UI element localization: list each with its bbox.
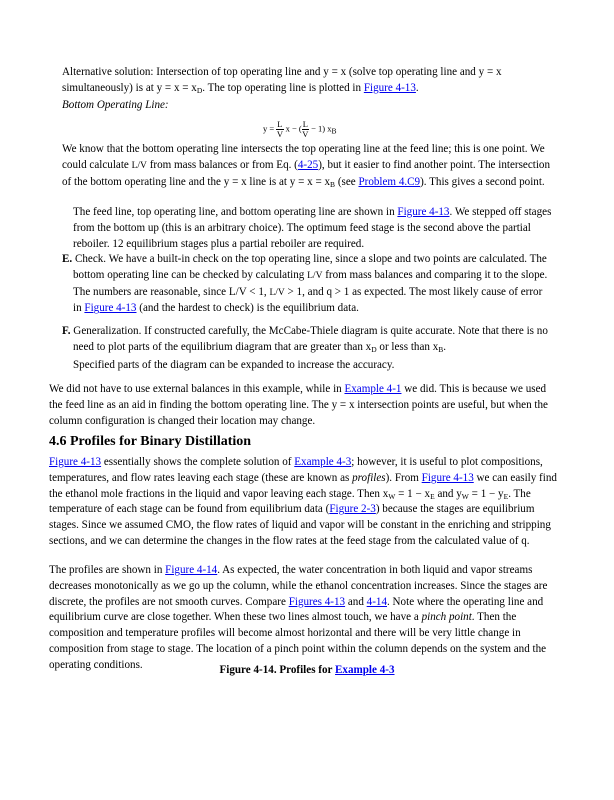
- figure-4-14-link[interactable]: Figure 4-14: [165, 564, 218, 576]
- text: > 1, and q > 1 as expected. The most likely cause of error in: [73, 285, 543, 315]
- text: . The temperature of each stage can be found from equilibrium data (: [49, 487, 531, 516]
- figures-4-13-link[interactable]: Figures 4-13: [288, 595, 346, 608]
- bottom-operating-line-heading: Bottom Operating Line:: [62, 99, 169, 111]
- text: (and the hardest to check) is the equilibrium data.: [136, 302, 359, 315]
- subscript: B: [438, 344, 444, 354]
- l-over-v: L/V: [131, 160, 147, 171]
- figure-2-3-link[interactable]: Figure 2-3: [329, 503, 376, 516]
- subscript: W: [388, 491, 396, 501]
- fraction-denominator: V: [302, 129, 309, 139]
- profiles-discussion-paragraph: [49, 563, 564, 674]
- fraction-l-over-v: [276, 120, 283, 139]
- text: ), but it easier to find another point. The intersection of the bottom operating line and the y = x line is at y = x = x: [62, 158, 550, 188]
- figure-4-13-link[interactable]: Figure 4-13: [363, 81, 416, 94]
- caption-text: Figure 4-14. Profiles for: [219, 664, 336, 676]
- external-balances-paragraph: [49, 382, 554, 429]
- emphasis: pinch point: [421, 611, 472, 624]
- l-over-v: L/V: [269, 287, 285, 298]
- text: We did not have to use external balances in this example, while in: [49, 383, 345, 395]
- text: ) because the stages are equilibrium stages. Since we assumed CMO, the flow rates of liquid and vapor will be constant in the enriching and stripping sections, and we can determine the changes in the flow rates at the feed stage from the calculated value of q.: [49, 503, 551, 547]
- figure-4-13-link[interactable]: Figure 4-13: [421, 471, 474, 484]
- text: . The top operating line is plotted in: [202, 81, 364, 94]
- bottom-operating-line-equation: [263, 120, 336, 139]
- example-4-1-link[interactable]: Example 4-1: [344, 383, 402, 395]
- figure-4-13-link[interactable]: Figure 4-13: [84, 302, 137, 315]
- text: ). From: [385, 471, 422, 484]
- fraction-l-over-v: [302, 120, 309, 139]
- text: ; however, it is useful to plot compositions, temperatures, and flow rates leaving each stage (these are known as: [49, 456, 543, 484]
- text: The profiles are shown in: [49, 564, 166, 576]
- subscript: B: [331, 126, 337, 136]
- text: . As expected, the water concentration in both liquid and vapor streams decreases monotonically as we go up the column, while the ethanol concentration increases. Since the stages are discrete, the profiles are not smooth curves. Compare: [49, 564, 548, 608]
- text: We know that the bottom operating line intersects the top operating line at the feed line; this is one point. We could calculate: [62, 143, 545, 171]
- text: we did. This is because we used the feed line as an aid in finding the bottom operating line. The y = x intersection points are useful, but when the column configuration is changed their location may change.: [49, 383, 548, 427]
- eq-x-term: x − (: [285, 123, 302, 134]
- text: = 1 − x: [395, 487, 431, 500]
- figure-caption: [0, 664, 614, 676]
- eq-tail: − 1) x: [311, 123, 332, 134]
- text: . Note where the operating line and equilibrium curve are close together. When these two lines almost touch, we have a: [49, 595, 544, 624]
- figure-4-13-link[interactable]: Figure 4-13: [397, 206, 450, 218]
- emphasis: profiles: [352, 471, 386, 484]
- generalization-text: [62, 324, 552, 356]
- text: .: [443, 340, 447, 353]
- text: . We stepped off stages from the bottom up (this is an arbitrary choice). The optimum feed stage is the second above the partial reboiler. 12 equilibrium stages plus a partial reboiler are required.: [73, 206, 552, 250]
- text: The feed line, top operating line, and bottom operating line are shown in: [73, 206, 398, 218]
- eq-y: y =: [263, 123, 275, 134]
- text: . Then the composition and temperature profiles will become almost horizontal and there will be very little change in composition from stage to stage. The location of a pinch point within the column depends on the system and the operating conditions.: [49, 611, 547, 671]
- subscript: E: [503, 491, 509, 501]
- profiles-intro-paragraph: [49, 455, 564, 550]
- subscript: D: [196, 85, 203, 95]
- figure-4-14-link[interactable]: 4-14: [366, 595, 387, 608]
- subscript: D: [371, 344, 377, 354]
- text: or less than x: [376, 340, 439, 353]
- feed-line-paragraph: [73, 205, 553, 252]
- text: (see: [335, 175, 359, 188]
- check-text: [62, 252, 552, 317]
- bottom-operating-line-paragraph: [62, 142, 552, 190]
- example-4-3-link[interactable]: Example 4-3: [294, 456, 352, 468]
- text: essentially shows the complete solution of: [101, 456, 295, 468]
- text: = 1 − y: [468, 487, 504, 500]
- l-over-v: L/V: [307, 270, 323, 281]
- text: from mass balances or from Eq. (: [146, 158, 298, 171]
- subscript: B: [330, 179, 336, 189]
- subscript: W: [461, 491, 469, 501]
- fraction-numerator: L: [302, 119, 308, 129]
- list-label: F.: [62, 325, 71, 337]
- text: and: [345, 595, 367, 608]
- fraction-denominator: V: [276, 129, 283, 139]
- fraction-numerator: L: [277, 119, 283, 129]
- text: from mass balances and comparing it to the slope. The numbers are reasonable, since L/V < 1,: [73, 268, 548, 298]
- example-4-3-link[interactable]: Example 4-3: [335, 664, 395, 676]
- check-paragraph: [62, 252, 552, 317]
- text: Alternative solution: Intersection of top operating line and y = x (solve top operating line and y = x simultaneously) is at y = x = x: [62, 66, 502, 94]
- problem-4-c9-link[interactable]: Problem 4.C9: [358, 175, 421, 188]
- figure-4-13-link[interactable]: Figure 4-13: [49, 456, 102, 468]
- subscript: E: [430, 491, 435, 501]
- list-label: E.: [62, 253, 73, 265]
- generalization-continuation: Specified parts of the diagram can be expanded to increase the accuracy.: [73, 358, 395, 371]
- section-heading: 4.6 Profiles for Binary Distillation: [49, 434, 252, 449]
- text: and y: [434, 487, 462, 500]
- text: Generalization. If constructed carefully, the McCabe-Thiele diagram is quite accurate. Note that there is no need to plot parts of the equilibrium diagram that are greater than x: [70, 325, 548, 353]
- equation-4-25-link[interactable]: 4-25: [297, 158, 319, 171]
- text: ). This gives a second point.: [420, 175, 545, 188]
- text: .: [415, 81, 419, 94]
- text: we can easily find the ethanol mole fractions in the liquid and vapor leaving each stage. Then x: [49, 471, 557, 500]
- text: Check. We have a built-in check on the top operating line, since a slope and two points are calculated. The bottom operating line can be checked by calculating: [72, 253, 547, 281]
- alternative-solution-paragraph: [62, 65, 552, 97]
- generalization-paragraph: [62, 324, 552, 373]
